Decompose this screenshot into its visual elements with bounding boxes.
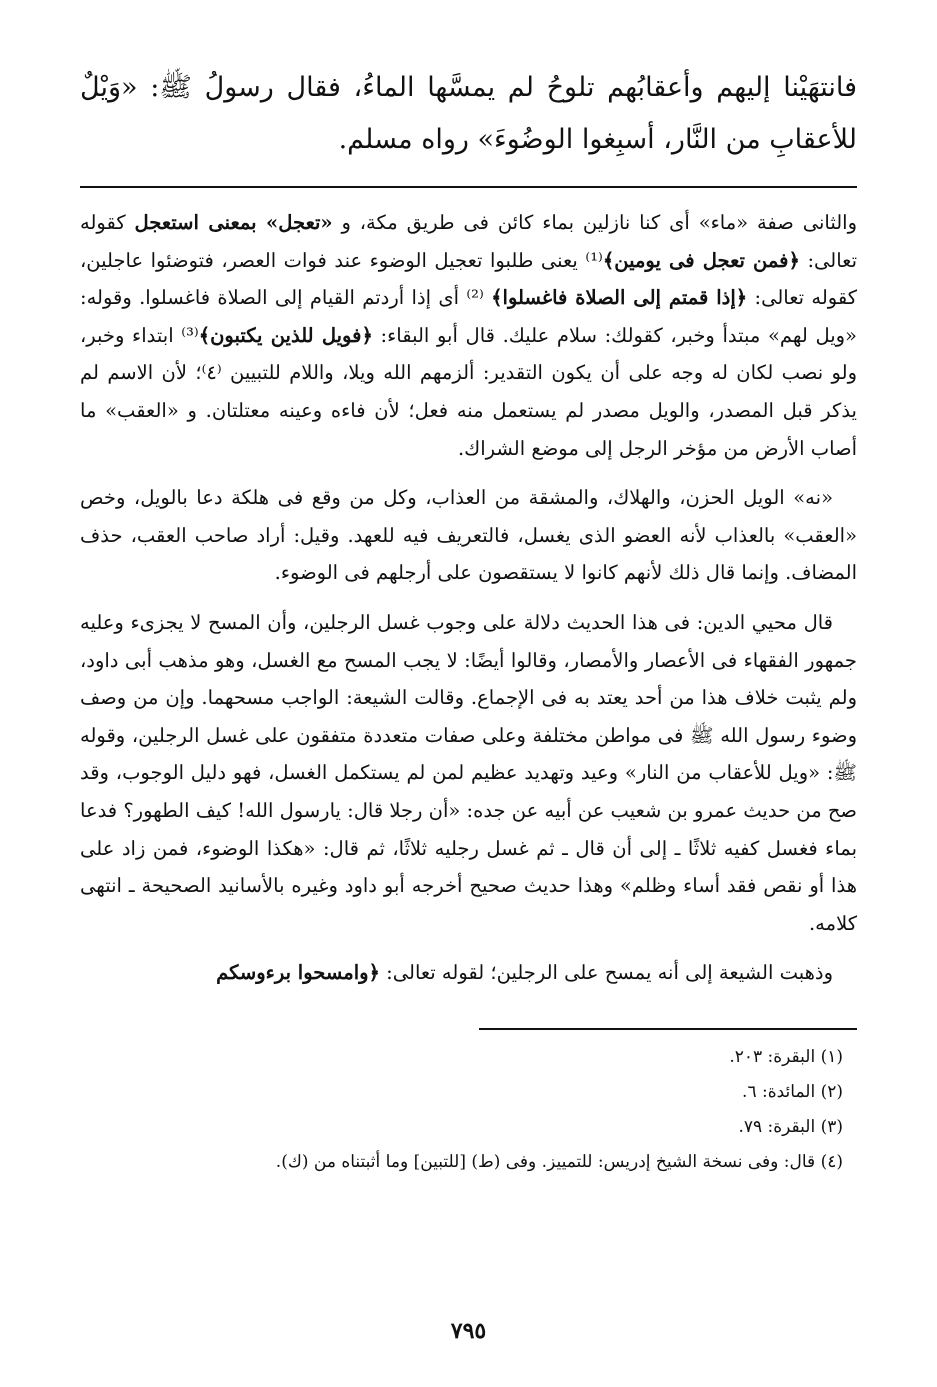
top-divider	[80, 186, 857, 188]
quran-verse: ﴿وامسحوا برءوسكم	[216, 961, 380, 985]
hadith-text: فانتهَيْنا إليهم وأعقابُهم تلوحُ لم يمسَّها الماءُ، فقال رسولُ ﷺ: «وَيْلٌ للأعقابِ من النَّار، أسبِغوا الوضُوءَ» رواه مسلم.	[80, 72, 857, 155]
quran-verse: ﴿فمن تعجل فى يومين﴾	[602, 248, 800, 272]
footnote-2: (٢) المائدة: ٦.	[742, 1081, 843, 1102]
quran-verse: ﴿فويل للذين يكتبون﴾	[198, 323, 373, 347]
footnote-3: (٣) البقرة: ٧٩.	[738, 1116, 843, 1137]
text-run: وذهبت الشيعة إلى أنه يمسح على الرجلين؛ لقوله تعالى:	[379, 961, 833, 985]
commentary-paragraph-1	[80, 204, 857, 467]
text-run: والثانى صفة «ماء» أى كنا نازلين بماء كائن فى طريق مكة، و	[332, 211, 857, 234]
text-run: كقوله تعالى:	[80, 211, 857, 272]
footnote-divider	[479, 1028, 857, 1030]
text-run: ⁽¹⁾ يعنى طلبوا تعجيل الوضوء عند فوات العصر، فتوضئوا عاجلين، كقوله تعالى:	[80, 248, 857, 310]
text-run: ⁽²⁾ أى إذا أردتم القيام إلى الصلاة فاغسلوا. وقوله: «ويل لهم» مبتدأ وخبر، كقولك: سلام عليك. قال أبو البقاء:	[80, 286, 857, 347]
page-number: ٧٩٥	[450, 1318, 487, 1344]
bold-term: «تعجل» بمعنى استعجل	[134, 211, 333, 234]
footnotes	[80, 1040, 857, 1180]
commentary-paragraph-3: قال محيي الدين: فى هذا الحديث دلالة على وجوب غسل الرجلين، وأن المسح لا يجزىء وعليه جمهور الفقهاء فى الأعصار والأمصار، وقالوا أيضًا: لا يجب المسح مع الغسل، وهو مذهب أبى داود، ولم يثبت خلاف هذا من أحد يعتد به فى الإجماع. وقالت الشيعة: الواجب مسحهما. وإن من وصف وضوء رسول الله ﷺ فى مواطن مختلفة وعلى صفات متعددة متفقون على غسل الرجلين، وقوله ﷺ: «ويل للأعقاب من النار» وعيد وتهديد عظيم لمن لم يستكمل الغسل، فهو دليل الوجوب، وقد صح من حديث عمرو بن شعيب عن أبيه عن جده: «أن رجلا قال: يارسول الله! كيف الطهور؟ فدعا بماء فغسل كفيه ثلاثًا ـ إلى أن قال ـ ثم غسل رجليه ثلاثًا، ثم قال: «هكذا الوضوء، فمن زاد على هذا أو نقص فقد أساء وظلم» وهذا حديث صحيح أخرجه أبو داود وغيره بالأسانيد الصحيحة ـ انتهى كلامه.	[80, 610, 857, 935]
commentary	[80, 204, 857, 992]
commentary-paragraph-4	[80, 954, 857, 992]
footnote-4: (٤) قال: وفى نسخة الشيخ إدريس: للتمييز. وفى (ط) [للتبين] وما أثبتناه من (ك).	[275, 1151, 843, 1172]
quran-verse: ﴿إذا قمتم إلى الصلاة فاغسلوا﴾	[491, 286, 748, 310]
footnote-1: (١) البقرة: ٢٠٣.	[729, 1046, 843, 1067]
text-run: ⁽³⁾ ابتداء وخبر، ولو نصب لكان له وجه على أن يكون التقدير: ألزمهم الله ويلا، واللام للتبيين ⁽٤⁾؛ لأن الاسم لم يذكر قبل المصدر، والويل مصدر لم يستعمل منه فعل؛ لأن فاءه وعينه معتلتان. و «العقب» ما أصاب الأرض من مؤخر الرجل إلى موضع الشراك.	[80, 323, 857, 460]
commentary-paragraph-2: «نه» الويل الحزن، والهلاك، والمشقة من العذاب، وكل من وقع فى هلكة دعا بالويل، وخص «العقب» بالعذاب لأنه العضو الذى يغسل، فالتعريف فيه للعهد. وقيل: أراد صاحب العقب، حذف المضاف. وإنما قال ذلك لأنهم كانوا لا يستقصون على أرجلهم فى الوضوء.	[80, 486, 857, 585]
